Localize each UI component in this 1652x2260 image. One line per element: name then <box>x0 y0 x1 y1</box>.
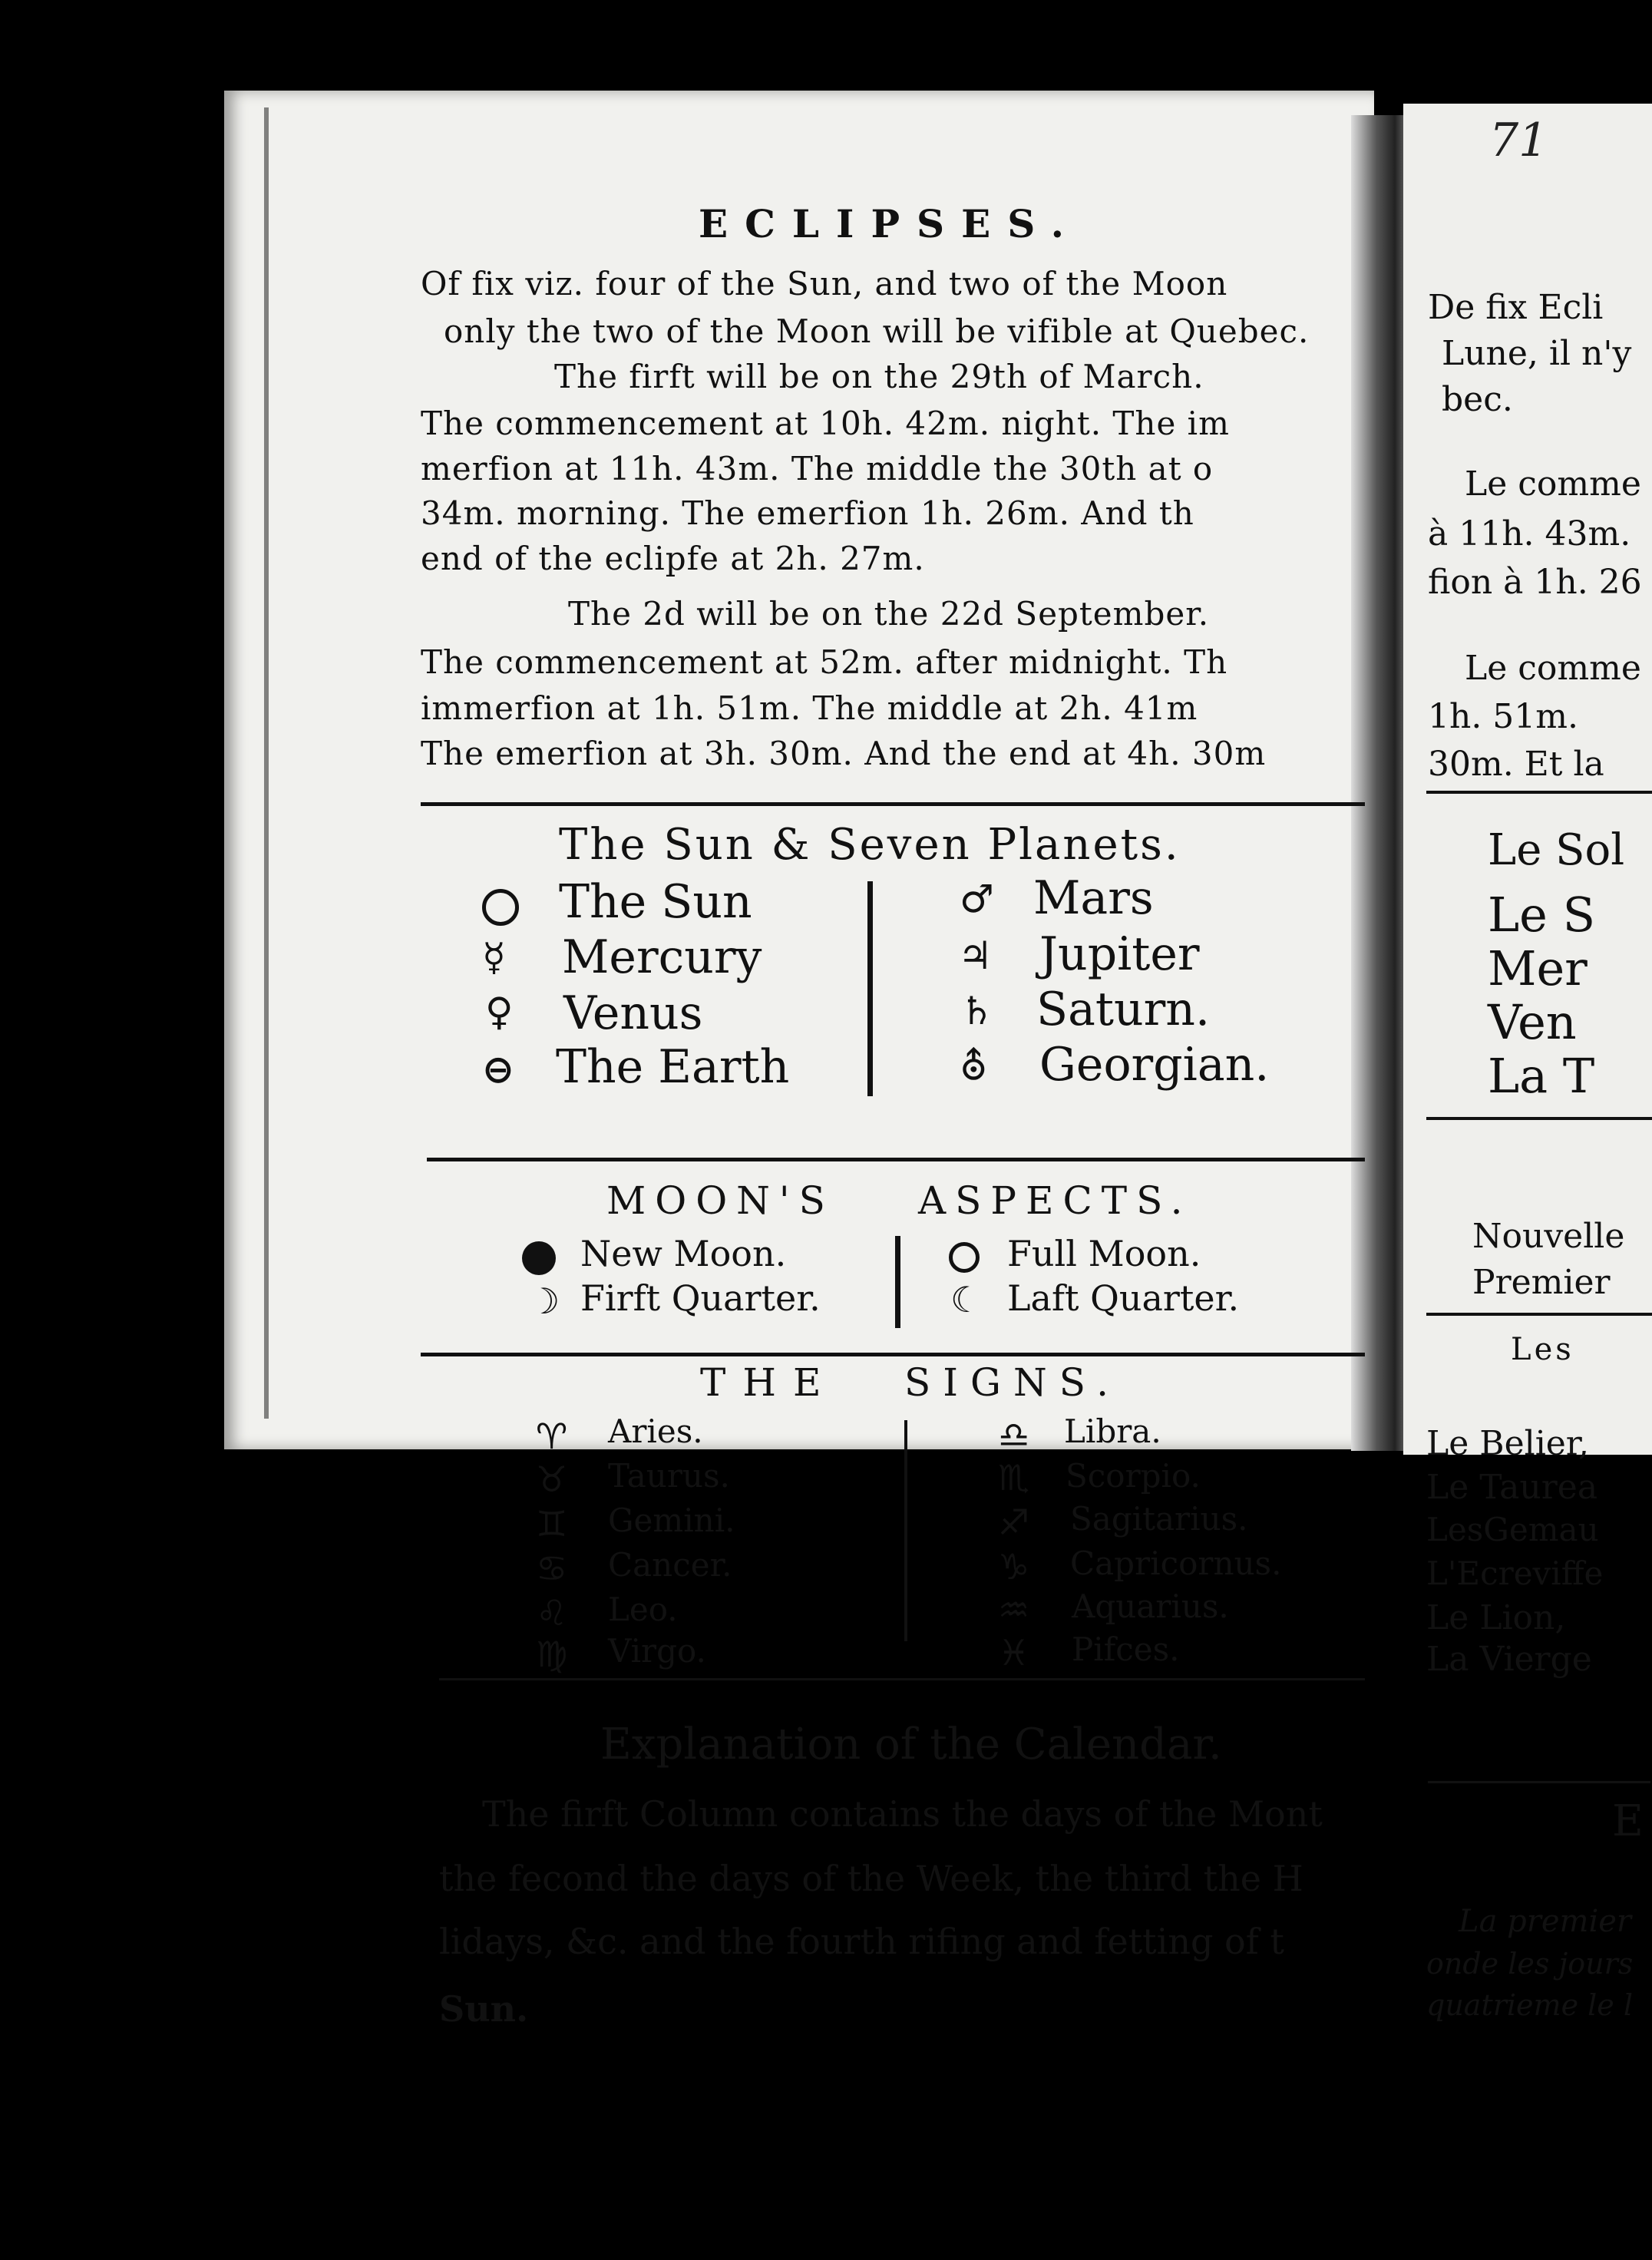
moon-aspect-label: Full Moon. <box>1007 1233 1201 1274</box>
capricorn-icon: ♑ <box>998 1546 1030 1588</box>
sign-label: Sagitarius. <box>1070 1500 1248 1538</box>
right-page-line: Les <box>1511 1332 1574 1367</box>
right-page-line: Le Taurea <box>1426 1468 1598 1507</box>
column-divider <box>904 1420 907 1641</box>
taurus-icon: ♉ <box>536 1459 568 1500</box>
sign-label: Cancer. <box>608 1546 732 1584</box>
sign-label: Aries. <box>608 1412 703 1450</box>
virgo-icon: ♍ <box>536 1634 568 1675</box>
planet-label: Mars <box>1033 871 1154 925</box>
right-page-line: La premier <box>1459 1904 1632 1939</box>
sign-label: Scorpio. <box>1066 1457 1201 1495</box>
right-page-line: L'Ecreviffe <box>1426 1555 1604 1592</box>
sign-label: Aquarius. <box>1072 1588 1229 1625</box>
right-page-line: à 11h. 43m. <box>1428 514 1631 553</box>
sagittarius-icon: ♐ <box>998 1502 1030 1543</box>
full-moon-icon <box>949 1242 980 1273</box>
right-page-line: Nouvelle <box>1472 1217 1625 1256</box>
planet-label: Jupiter <box>1039 927 1200 981</box>
saturn-symbol-icon: ♄ <box>960 989 994 1033</box>
libra-icon: ♎ <box>998 1414 1030 1455</box>
right-page-line: 30m. Et la <box>1428 745 1604 784</box>
explanation-line: The firft Column contains the days of the Mont <box>482 1793 1323 1835</box>
eclipses-line: Of fix viz. four of the Sun, and two of the Moon <box>421 265 1228 302</box>
moon-aspect-label: New Moon. <box>580 1233 787 1274</box>
right-page-line: 1h. 51m. <box>1428 697 1579 736</box>
section-divider <box>439 1678 1365 1680</box>
right-page-line: Le Lion, <box>1426 1598 1566 1637</box>
right-page-rule <box>1426 791 1652 794</box>
moon-aspect-label: Firft Quarter. <box>580 1277 821 1319</box>
last-quarter-icon: ☾ <box>950 1279 983 1320</box>
moon-aspects-title-right: ASPECTS. <box>918 1178 1192 1223</box>
venus-symbol-icon: ♀ <box>485 990 514 1034</box>
right-page-line: Le Belier, <box>1426 1424 1589 1463</box>
sign-label: Taurus. <box>608 1457 730 1495</box>
eclipses-line: The firft will be on the 29th of March. <box>554 358 1204 395</box>
eclipses-line: immerfion at 1h. 51m. The middle at 2h. 41m <box>421 689 1198 727</box>
right-page-line: Lune, il n'y <box>1442 334 1632 373</box>
eclipses-line: The commencement at 52m. after midnight. Th <box>421 643 1228 681</box>
right-page-rule <box>1426 1313 1652 1316</box>
right-page-line: E <box>1612 1796 1644 1846</box>
right-page-line: LesGemau <box>1426 1511 1599 1548</box>
eclipses-line: only the two of the Moon will be vifible at Quebec. <box>444 312 1310 350</box>
eclipses-line: The 2d will be on the 22d September. <box>568 595 1210 633</box>
sign-label: Leo. <box>608 1591 678 1628</box>
right-page <box>1403 104 1652 1455</box>
page-number: 71 <box>1489 114 1548 167</box>
planets-title: The Sun & Seven Planets. <box>559 820 1181 870</box>
sign-label: Virgo. <box>608 1632 706 1670</box>
right-page-line: onde les jours <box>1426 1947 1634 1981</box>
jupiter-symbol-icon: ♃ <box>958 933 993 978</box>
earth-symbol-icon: ⊖ <box>482 1047 514 1092</box>
explanation-line: Sun. <box>439 1988 529 2030</box>
planet-label: Venus <box>563 986 703 1040</box>
right-page-line: Le S <box>1488 887 1596 943</box>
right-page-line: De fix Ecli <box>1428 288 1604 327</box>
moon-aspects-title-left: MOON'S <box>606 1178 834 1223</box>
eclipses-title: ECLIPSES. <box>699 201 1081 246</box>
right-page-line: La Vierge <box>1426 1640 1592 1679</box>
explanation-title: Explanation of the Calendar. <box>600 1720 1222 1769</box>
right-page-line: Premier <box>1472 1263 1611 1302</box>
planet-label: Saturn. <box>1036 983 1211 1036</box>
column-divider <box>867 881 873 1096</box>
right-page-line: bec. <box>1442 380 1513 419</box>
eclipses-line: The commencement at 10h. 42m. night. The im <box>421 405 1230 442</box>
right-page-line: fion à 1h. 26 <box>1428 563 1642 602</box>
signs-title-left: THE <box>700 1360 838 1405</box>
signs-title-right: SIGNS. <box>904 1360 1122 1405</box>
planet-label: The Sun <box>559 875 752 929</box>
planet-label: Georgian. <box>1039 1038 1270 1092</box>
right-page-line: quatrieme le l <box>1426 1988 1634 2022</box>
column-divider <box>895 1236 900 1328</box>
right-page-line: Le comme <box>1465 649 1641 688</box>
right-page-line: La T <box>1488 1048 1595 1104</box>
mercury-symbol-icon: ☿ <box>482 935 506 980</box>
leo-icon: ♌ <box>536 1592 568 1634</box>
section-divider <box>421 1353 1365 1356</box>
eclipses-line: merfion at 11h. 43m. The middle the 30th at o <box>421 450 1214 487</box>
right-page-line: Le Sol <box>1488 825 1625 875</box>
section-divider <box>421 802 1365 806</box>
explanation-line: lidays, &c. and the fourth rifing and fetting of t <box>439 1921 1284 1962</box>
scorpio-icon: ♏ <box>998 1457 1030 1498</box>
cancer-icon: ♋ <box>536 1548 568 1589</box>
pisces-icon: ♓ <box>998 1632 1030 1674</box>
sign-label: Gemini. <box>608 1502 735 1539</box>
explanation-line: the fecond the days of the Week, the third the H <box>439 1858 1303 1899</box>
sign-label: Capricornus. <box>1070 1545 1282 1582</box>
moon-aspect-label: Laft Quarter. <box>1007 1277 1240 1319</box>
right-page-line: Mer <box>1488 940 1588 996</box>
georgian-symbol-icon: ⛢ <box>960 1044 988 1089</box>
first-quarter-icon: ☽ <box>528 1280 560 1322</box>
right-page-line: Le comme <box>1465 464 1641 504</box>
eclipses-line: end of the eclipfe at 2h. 27m. <box>421 540 925 577</box>
mars-symbol-icon: ♂ <box>960 877 994 921</box>
gemini-icon: ♊ <box>536 1503 568 1545</box>
new-moon-icon <box>522 1241 556 1275</box>
planet-label: Mercury <box>562 930 762 984</box>
aries-icon: ♈ <box>536 1416 568 1457</box>
section-divider <box>427 1158 1365 1161</box>
right-page-rule <box>1428 1781 1650 1783</box>
aquarius-icon: ♒ <box>998 1589 1030 1631</box>
sign-label: Libra. <box>1064 1412 1161 1450</box>
eclipses-line: 34m. morning. The emerfion 1h. 26m. And th <box>421 494 1194 532</box>
planet-label: The Earth <box>556 1040 790 1094</box>
eclipses-line: The emerfion at 3h. 30m. And the end at 4h. 30m <box>421 735 1267 772</box>
right-page-line: Ven <box>1488 994 1577 1050</box>
sign-label: Pifces. <box>1072 1631 1180 1668</box>
right-page-rule <box>1426 1117 1652 1120</box>
sun-symbol-icon <box>482 889 519 926</box>
